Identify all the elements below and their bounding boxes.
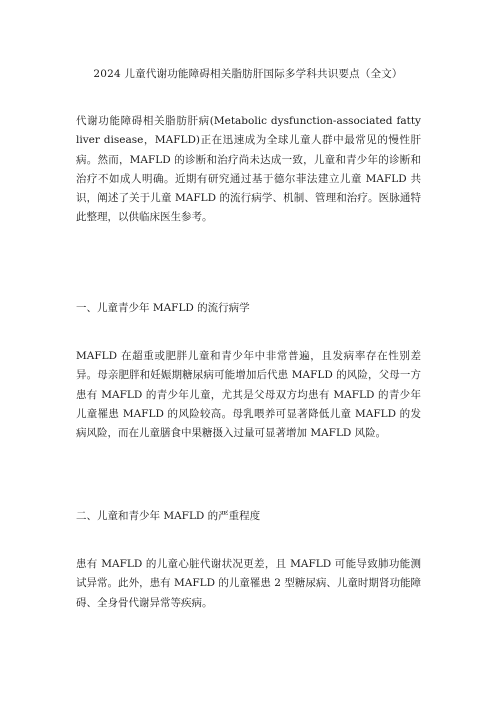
section-heading-severity: 二、儿童和青少年 MAFLD 的严重程度	[76, 510, 261, 522]
section-body-epidemiology: MAFLD 在超重或肥胖儿童和青少年中非常普遍，且发病率存在性别差异。母亲肥胖和妊娠期糖尿病可能增加后代患 MAFLD 的风险，父母一方患有 MAFLD 的青少年儿童，尤其是父母双方均患有 MAFLD 的青少年儿童罹患 MAFLD 的风险较高。母乳喂养可显著降低儿童 MAFLD 的发病风险，而在儿童膳食中果糖摄入过量可显著增加 MAFLD 风险。	[76, 350, 421, 440]
document-title: 2024 儿童代谢功能障碍相关脂肪肝国际多学科共识要点（全文）	[93, 68, 403, 80]
section-body-severity: 患有 MAFLD 的儿童心脏代谢状况更差，且 MAFLD 可能导致肺功能测试异常。此外，患有 MAFLD 的儿童罹患 2 型糖尿病、儿童时期肾功能障碍、全身骨代谢异常等疾病。	[76, 558, 421, 609]
section-heading-epidemiology: 一、儿童青少年 MAFLD 的流行病学	[76, 302, 250, 314]
intro-paragraph: 代谢功能障碍相关脂肪肝病(Metabolic dysfunction-associated fatty liver disease，MAFLD)正在迅速成为全球儿童人群中最常见的慢性肝病。然而，MAFLD 的诊断和治疗尚未达成一致，儿童和青少年的诊断和治疗不如成人明确。近期有研究通过基于德尔菲法建立儿童 MAFLD 共识，阐述了关于儿童 MAFLD 的流行病学、机制、管理和治疗。医脉通特此整理，以供临床医生参考。	[76, 115, 421, 224]
